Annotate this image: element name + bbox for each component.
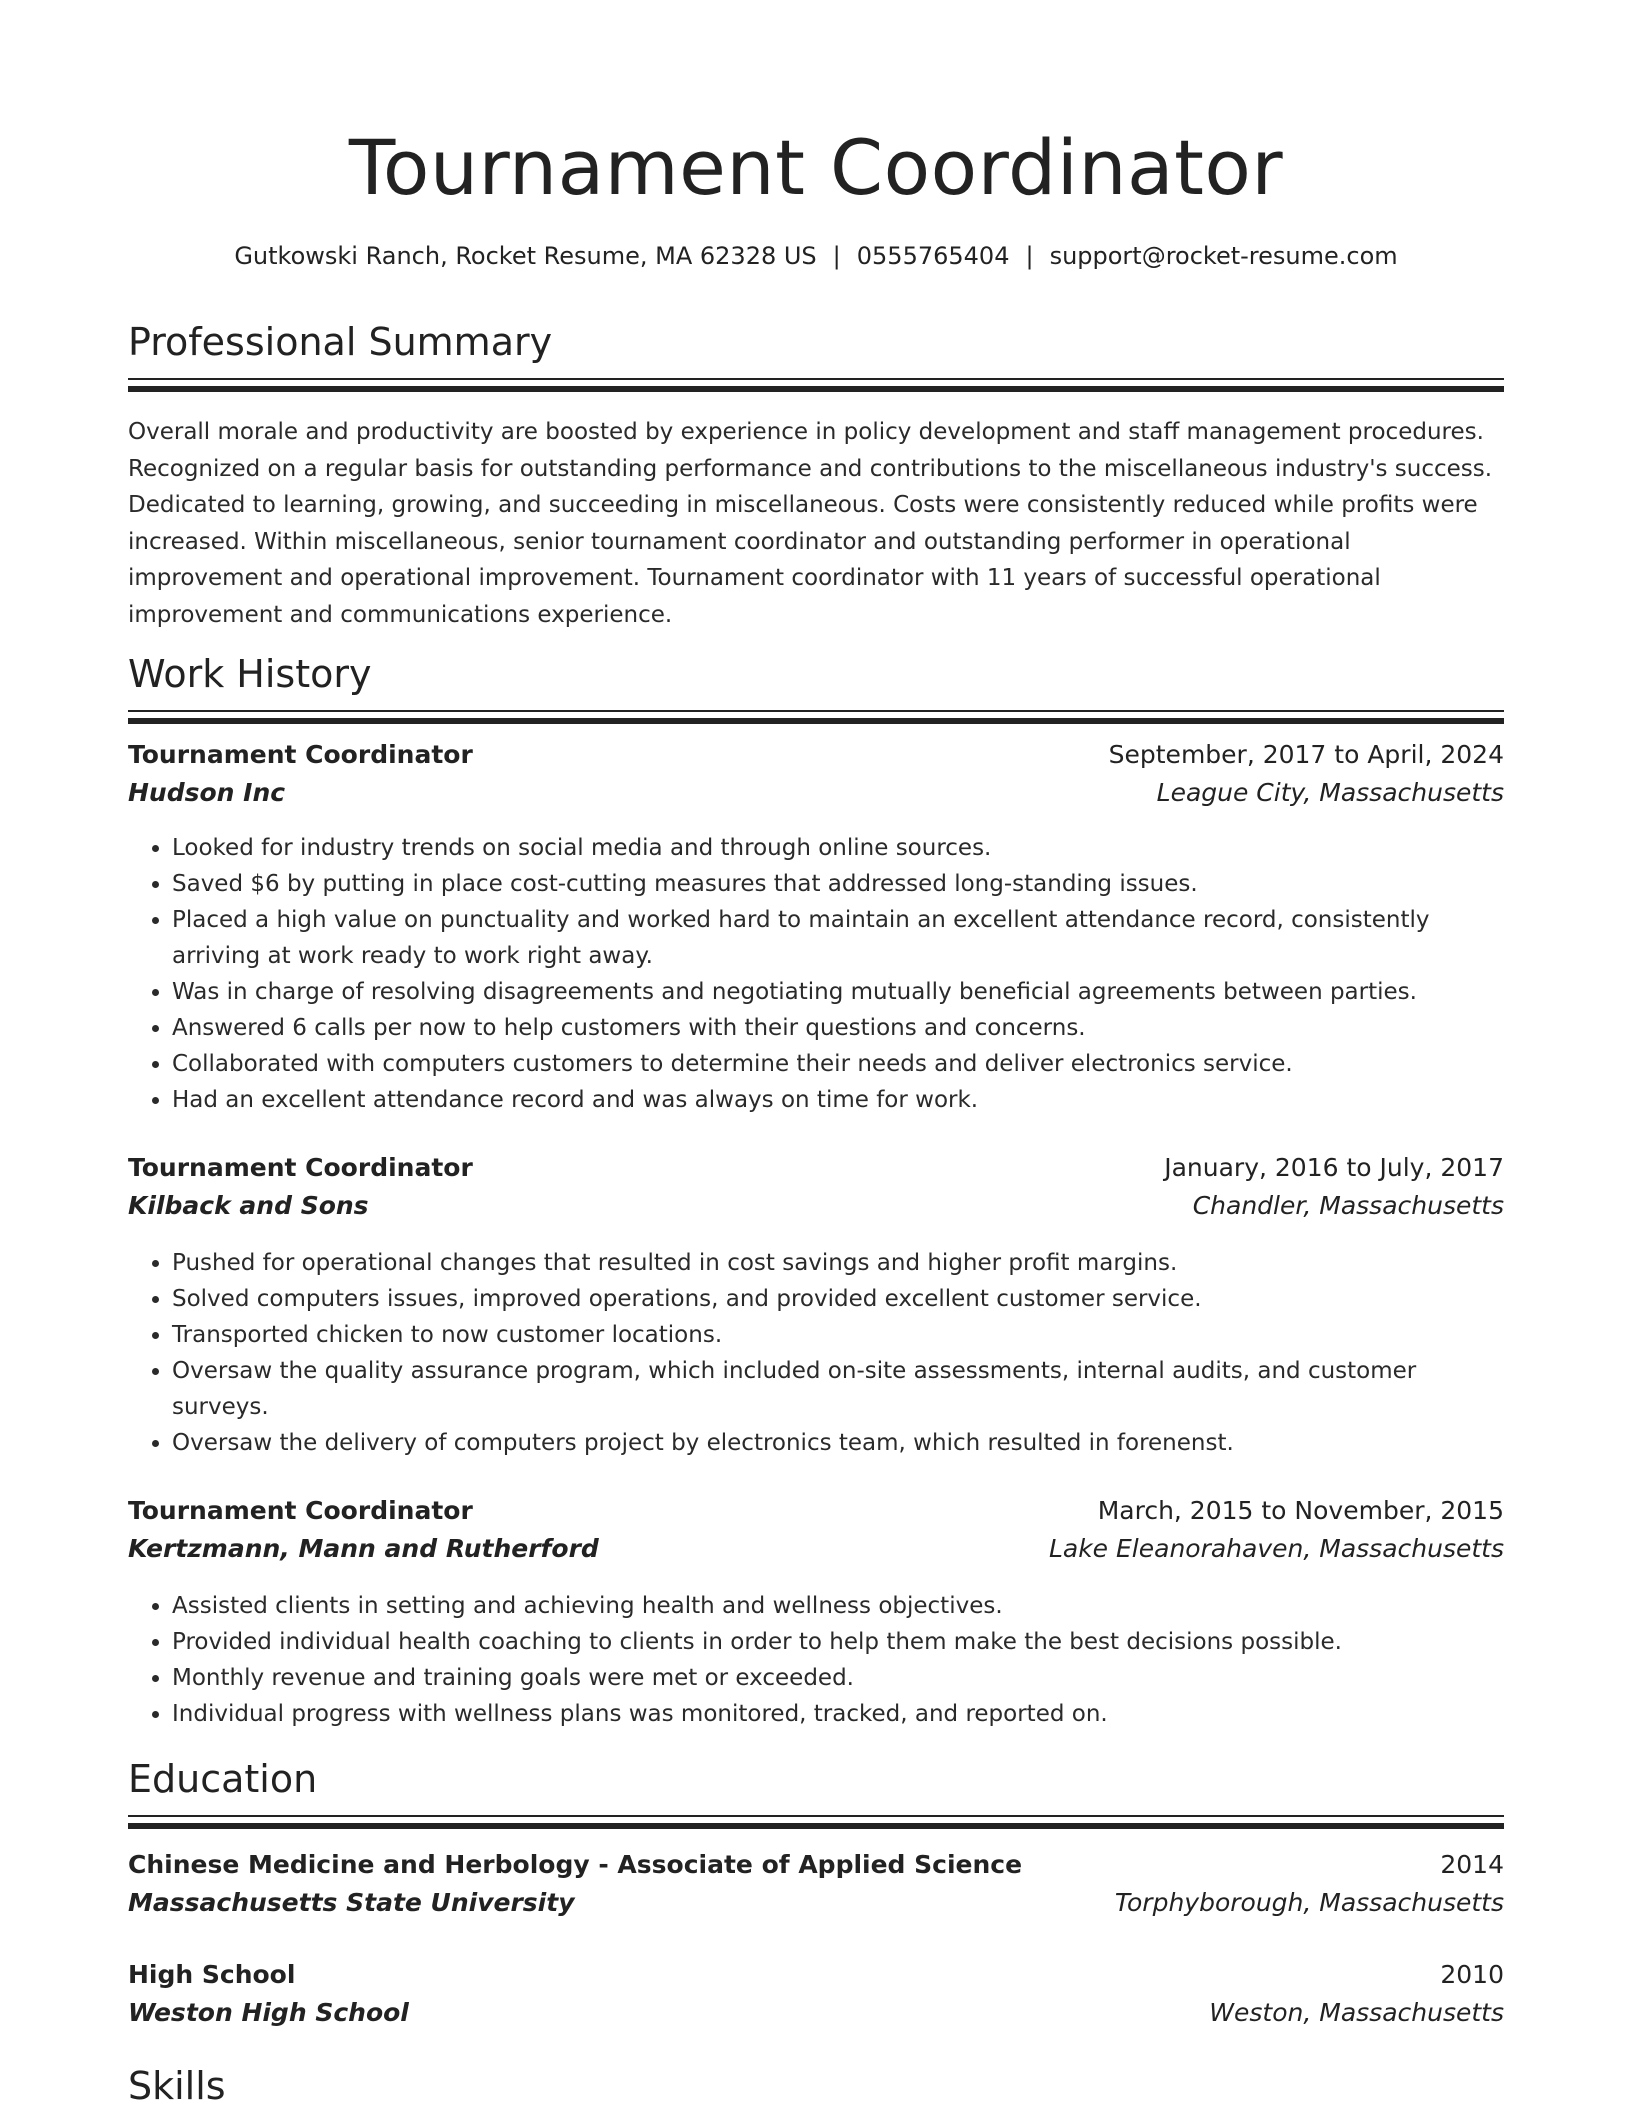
list-item: • Provided individual health coaching to clients in order to help them make the best decisions possible. <box>172 1624 1504 1660</box>
contact-address: Gutkowski Ranch, Rocket Resume, MA 62328 US <box>234 242 817 270</box>
candidate-name: Tournament Coordinator <box>348 123 1284 212</box>
section-title: Education <box>128 1757 318 1801</box>
list-item: • Oversaw the quality assurance program, which included on-site assessments, internal audits, and customer surveys. <box>172 1353 1504 1425</box>
job-title: Tournament Coordinator <box>128 1496 473 1525</box>
summary-text: Overall morale and productivity are boosted by experience in policy development and staff management procedures. Recognized on a regular basis for outstanding performance and contributions to the miscellaneous industry's success. Dedicated to learning, growing, and succeeding in miscellaneous. Costs were consistently reduced while profits were increased. Within miscellaneous, senior tournament coordinator and outstanding performer in operational improvement and operational improvement. Tournament coordinator with 11 years of successful operational improvement and communications experience. <box>128 419 1493 628</box>
contact-line <box>128 240 1504 272</box>
job-title: Tournament Coordinator <box>128 1153 473 1182</box>
job-location: League City, Massachusetts <box>1156 778 1504 807</box>
list-item: • Saved $6 by putting in place cost-cutting measures that addressed long-standing issues. <box>172 866 1504 902</box>
section-divider <box>128 378 1504 380</box>
work-history-section <box>128 648 1504 724</box>
job-location: Chandler, Massachusetts <box>1192 1191 1504 1220</box>
list-item: • Solved computers issues, improved operations, and provided excellent customer service. <box>172 1281 1504 1317</box>
education-subheader <box>128 1888 1504 1928</box>
job-subheader <box>128 1191 1504 1231</box>
section-title: Work History <box>128 652 372 696</box>
list-item: • Oversaw the delivery of computers project by electronics team, which resulted in forenenst. <box>172 1425 1504 1461</box>
education-location: Torphyborough, Massachusetts <box>1114 1888 1504 1917</box>
job-title: Tournament Coordinator <box>128 740 473 769</box>
list-item: • Answered 6 calls per now to help customers with their questions and concerns. <box>172 1010 1504 1046</box>
summary-section <box>128 316 1504 633</box>
job-bullets <box>128 830 1504 1118</box>
list-item: • Transported chicken to now customer locations. <box>172 1317 1504 1353</box>
section-divider-thick <box>128 1823 1504 1829</box>
section-title: Skills <box>128 2064 226 2108</box>
job-dates: January, 2016 to July, 2017 <box>1164 1153 1504 1182</box>
skills-section <box>128 2060 1504 2112</box>
section-divider-thick <box>128 718 1504 724</box>
list-item: • Placed a high value on punctuality and worked hard to maintain an excellent attendance record, consistently arriving at work ready to work right away. <box>172 902 1504 974</box>
job-subheader <box>128 778 1504 818</box>
job-header <box>128 1153 1504 1191</box>
list-item: • Pushed for operational changes that resulted in cost savings and higher profit margins. <box>172 1245 1504 1281</box>
job-dates: March, 2015 to November, 2015 <box>1097 1496 1504 1525</box>
section-title: Professional Summary <box>128 320 553 364</box>
list-item: • Had an excellent attendance record and was always on time for work. <box>172 1082 1504 1118</box>
education-entry <box>128 1850 1504 1928</box>
job-dates: September, 2017 to April, 2024 <box>1108 740 1504 769</box>
job-entry <box>128 740 1504 1118</box>
education-header <box>128 1850 1504 1888</box>
education-section <box>128 1753 1504 1829</box>
education-school: Weston High School <box>128 1998 409 2027</box>
job-company: Hudson Inc <box>128 778 286 807</box>
list-item: • Individual progress with wellness plans was monitored, tracked, and reported on. <box>172 1696 1504 1732</box>
education-school: Massachusetts State University <box>128 1888 575 1917</box>
job-entry <box>128 1496 1504 1732</box>
education-header <box>128 1960 1504 1998</box>
job-company: Kertzmann, Mann and Rutherford <box>128 1534 599 1563</box>
job-company: Kilback and Sons <box>128 1191 369 1220</box>
education-year: 2014 <box>1440 1850 1504 1879</box>
section-divider <box>128 710 1504 712</box>
job-subheader <box>128 1534 1504 1574</box>
list-item: • Assisted clients in setting and achieving health and wellness objectives. <box>172 1588 1504 1624</box>
education-entry <box>128 1960 1504 2038</box>
contact-separator: | <box>832 242 841 270</box>
education-degree: Chinese Medicine and Herbology - Associate of Applied Science <box>128 1850 1023 1879</box>
job-entry <box>128 1153 1504 1461</box>
job-location: Lake Eleanorahaven, Massachusetts <box>1048 1534 1504 1563</box>
education-location: Weston, Massachusetts <box>1209 1998 1504 2027</box>
contact-email: support@rocket-resume.com <box>1049 242 1398 270</box>
section-divider <box>128 1815 1504 1817</box>
job-bullets <box>128 1245 1504 1461</box>
contact-separator: | <box>1025 242 1034 270</box>
list-item: • Collaborated with computers customers to determine their needs and deliver electronics service. <box>172 1046 1504 1082</box>
list-item: • Was in charge of resolving disagreements and negotiating mutually beneficial agreements between parties. <box>172 974 1504 1010</box>
job-bullets <box>128 1588 1504 1732</box>
education-degree: High School <box>128 1960 296 1989</box>
education-subheader <box>128 1998 1504 2038</box>
contact-phone: 0555765404 <box>856 242 1010 270</box>
job-header <box>128 740 1504 778</box>
education-year: 2010 <box>1440 1960 1504 1989</box>
job-header <box>128 1496 1504 1534</box>
section-divider-thick <box>128 386 1504 392</box>
list-item: • Looked for industry trends on social media and through online sources. <box>172 830 1504 866</box>
list-item: • Monthly revenue and training goals were met or exceeded. <box>172 1660 1504 1696</box>
